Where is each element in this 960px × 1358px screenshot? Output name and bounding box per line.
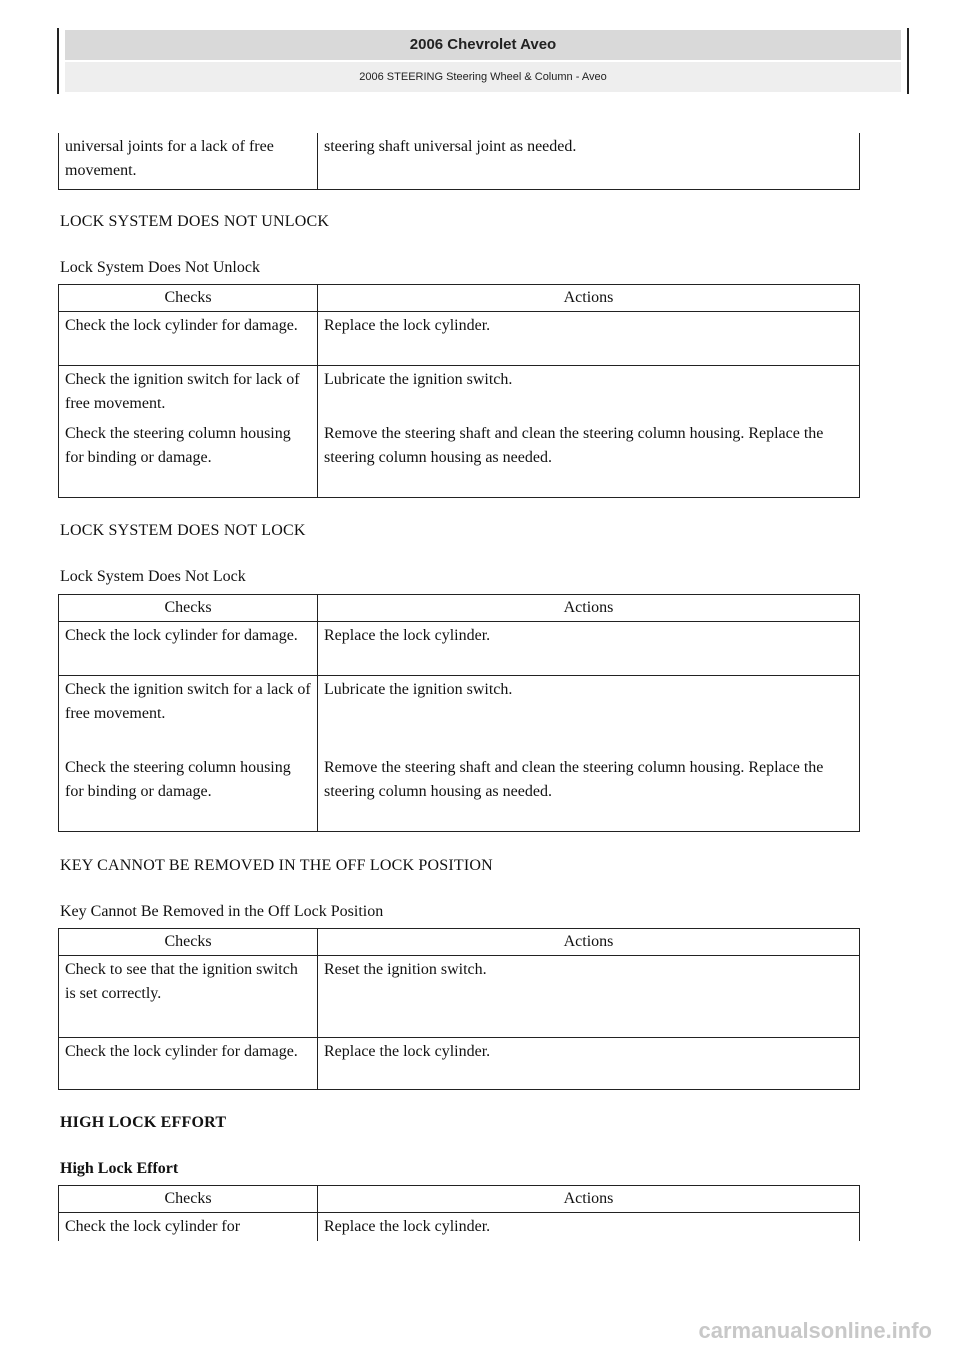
check-cell: Check the lock cylinder for damage.	[59, 622, 318, 676]
table-header-row	[59, 285, 860, 312]
page-header	[57, 28, 909, 94]
section-heading: LOCK SYSTEM DOES NOT LOCK	[60, 522, 306, 539]
high-lock-effort-table	[58, 1185, 860, 1241]
table-header-row	[59, 595, 860, 622]
check-cell: Check the ignition switch for lack of free movement.	[59, 366, 318, 420]
column-header-checks: Checks	[59, 929, 318, 956]
column-header-actions: Actions	[318, 929, 860, 956]
column-header-checks: Checks	[59, 595, 318, 622]
lock-system-does-not-lock-table	[58, 594, 860, 832]
table-caption: Lock System Does Not Unlock	[60, 259, 260, 276]
table-header-row	[59, 929, 860, 956]
section-heading: LOCK SYSTEM DOES NOT UNLOCK	[60, 213, 330, 230]
table-row	[59, 1213, 860, 1242]
table-row	[59, 622, 860, 676]
action-cell: steering shaft universal joint as needed.	[318, 133, 860, 189]
table-header-row	[59, 1186, 860, 1213]
document-title: 2006 Chevrolet Aveo	[65, 30, 901, 60]
action-cell: Remove the steering shaft and clean the steering column housing. Replace the steering column housing as needed.	[318, 754, 860, 832]
table-row	[59, 133, 860, 189]
check-cell: Check to see that the ignition switch is set correctly.	[59, 956, 318, 1038]
table-row	[59, 420, 860, 498]
table-row	[59, 956, 860, 1038]
check-cell: universal joints for a lack of free movement.	[59, 133, 318, 189]
check-cell: Check the steering column housing for binding or damage.	[59, 420, 318, 498]
column-header-checks: Checks	[59, 1186, 318, 1213]
table-row	[59, 1038, 860, 1090]
action-cell: Replace the lock cylinder.	[318, 1213, 860, 1242]
column-header-actions: Actions	[318, 285, 860, 312]
action-cell: Lubricate the ignition switch.	[318, 366, 860, 420]
action-cell: Remove the steering shaft and clean the steering column housing. Replace the steering column housing as needed.	[318, 420, 860, 498]
table-row	[59, 754, 860, 832]
section-heading: KEY CANNOT BE REMOVED IN THE OFF LOCK POSITION	[60, 857, 493, 874]
action-cell: Replace the lock cylinder.	[318, 1038, 860, 1090]
action-cell: Reset the ignition switch.	[318, 956, 860, 1038]
check-cell: Check the lock cylinder for damage.	[59, 312, 318, 366]
document-subtitle: 2006 STEERING Steering Wheel & Column - Aveo	[65, 62, 901, 92]
table-row	[59, 366, 860, 420]
check-cell: Check the lock cylinder for damage.	[59, 1038, 318, 1090]
table-row	[59, 676, 860, 754]
action-cell: Lubricate the ignition switch.	[318, 676, 860, 754]
key-cannot-be-removed-table	[58, 928, 860, 1090]
continued-table	[58, 133, 860, 190]
watermark: carmanualsonline.info	[698, 1318, 932, 1343]
column-header-actions: Actions	[318, 1186, 860, 1213]
lock-system-does-not-unlock-table	[58, 284, 860, 498]
section-heading: HIGH LOCK EFFORT	[60, 1114, 227, 1131]
table-caption: Key Cannot Be Removed in the Off Lock Position	[60, 903, 384, 920]
table-row	[59, 312, 860, 366]
check-cell: Check the lock cylinder for	[59, 1213, 318, 1242]
action-cell: Replace the lock cylinder.	[318, 622, 860, 676]
column-header-checks: Checks	[59, 285, 318, 312]
action-cell: Replace the lock cylinder.	[318, 312, 860, 366]
column-header-actions: Actions	[318, 595, 860, 622]
table-caption: High Lock Effort	[60, 1160, 179, 1177]
check-cell: Check the steering column housing for binding or damage.	[59, 754, 318, 832]
table-caption: Lock System Does Not Lock	[60, 568, 246, 585]
check-cell: Check the ignition switch for a lack of free movement.	[59, 676, 318, 754]
